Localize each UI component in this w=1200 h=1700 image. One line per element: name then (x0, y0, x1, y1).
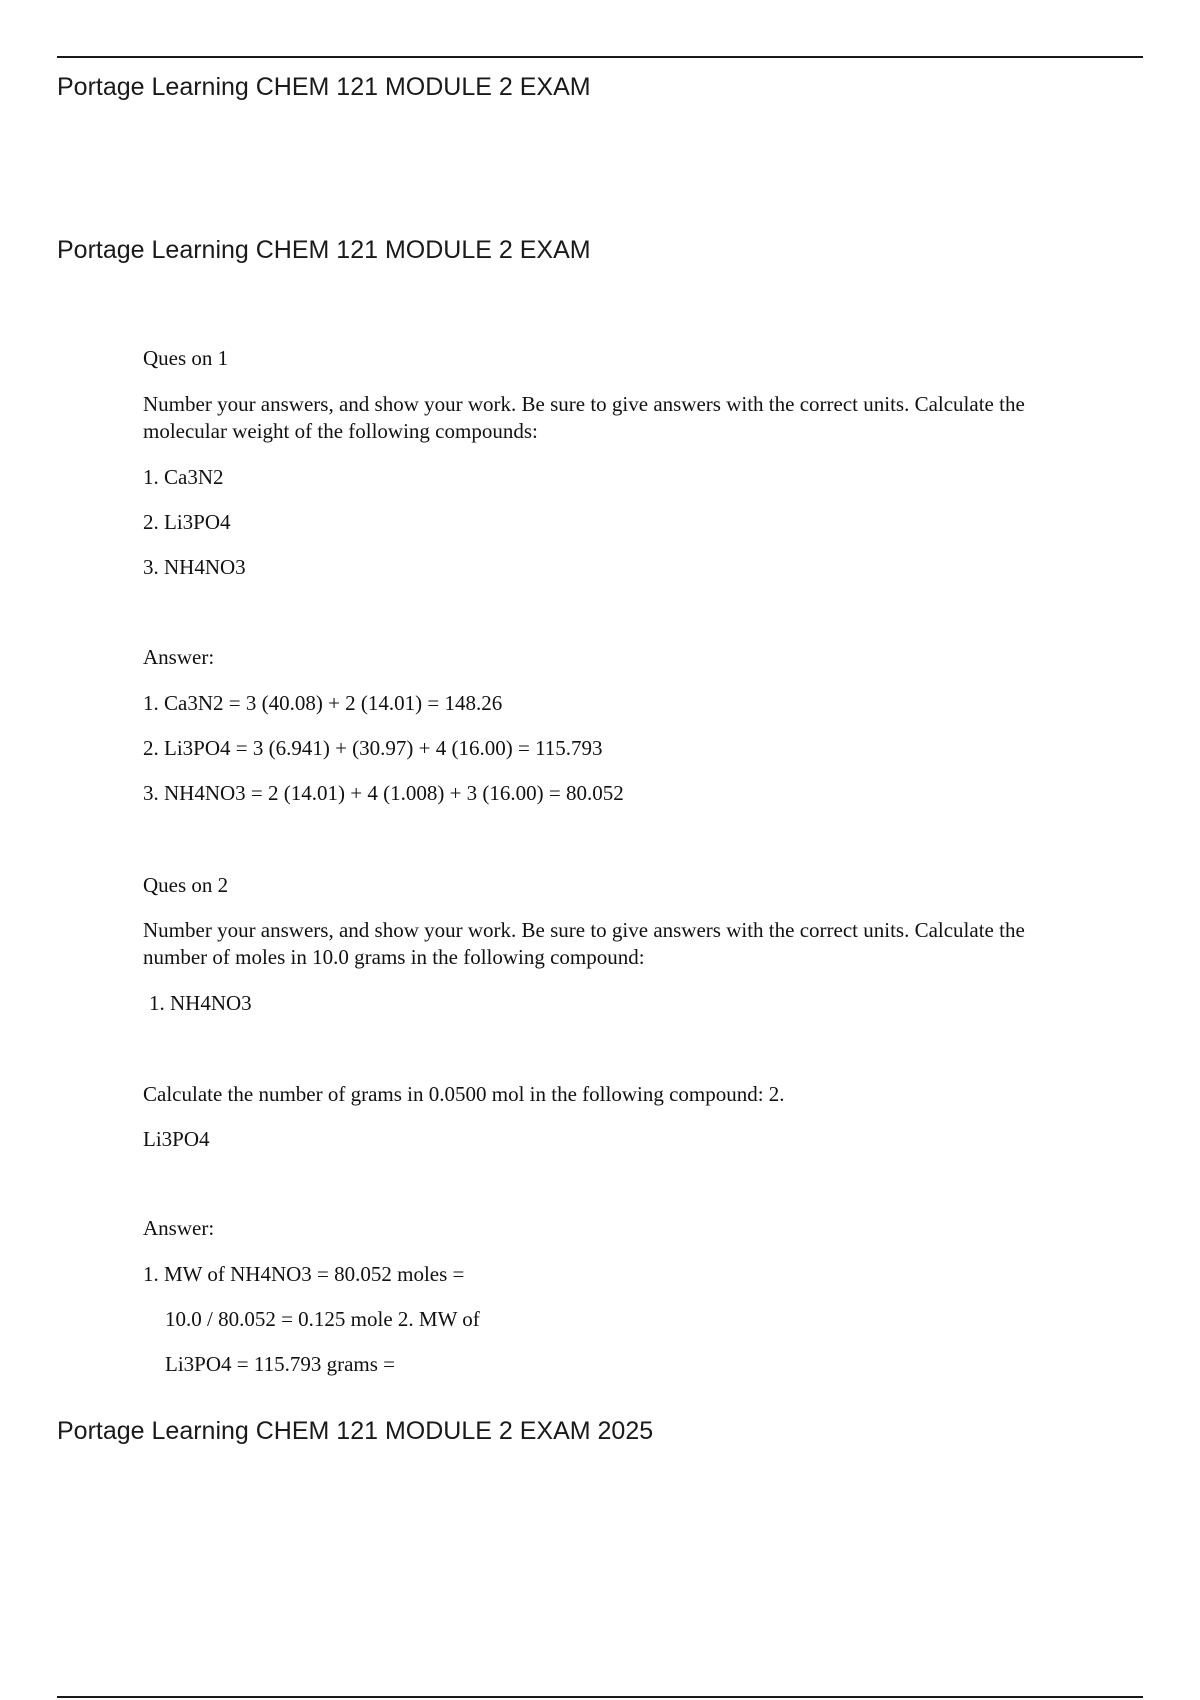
question-1-answer-3: 3. NH4NO3 = 2 (14.01) + 4 (1.008) + 3 (16.00) = 80.052 (143, 781, 624, 805)
question-2-answer-label: Answer: (143, 1216, 215, 1240)
question-1-item-3: 3. NH4NO3 (143, 555, 246, 579)
question-1-prompt: Number your answers, and show your work. Be sure to give answers with the correct units. Calculate the molecular weight of the following compounds: (143, 392, 1025, 443)
top-divider (57, 56, 1143, 58)
question-1-item-2: 2. Li3PO4 (143, 510, 231, 534)
question-2-prompt-2: Calculate the number of grams in 0.0500 mol in the following compound: 2. (143, 1082, 785, 1106)
question-2-item-1: 1. NH4NO3 (149, 991, 252, 1015)
page-header-title: Portage Learning CHEM 121 MODULE 2 EXAM (57, 73, 591, 101)
question-1-answer-label: Answer: (143, 645, 215, 669)
question-2-item-2: Li3PO4 (143, 1127, 210, 1151)
question-2-answer-2: 10.0 / 80.052 = 0.125 mole 2. MW of (165, 1307, 480, 1331)
question-1-answer-2: 2. Li3PO4 = 3 (6.941) + (30.97) + 4 (16.00) = 115.793 (143, 736, 603, 760)
question-2-answer-3: Li3PO4 = 115.793 grams = (165, 1352, 395, 1376)
question-2-label: Ques on 2 (143, 873, 229, 897)
question-2-answer-1: 1. MW of NH4NO3 = 80.052 moles = (143, 1262, 465, 1286)
question-1-item-1: 1. Ca3N2 (143, 465, 224, 489)
document-title: Portage Learning CHEM 121 MODULE 2 EXAM (57, 236, 591, 264)
footer-title: Portage Learning CHEM 121 MODULE 2 EXAM 2025 (57, 1417, 654, 1445)
question-2-prompt: Number your answers, and show your work. Be sure to give answers with the correct units. Calculate the number of moles in 10.0 grams in the following compound: (143, 918, 1025, 969)
bottom-divider (57, 1696, 1143, 1698)
question-1-label: Ques on 1 (143, 346, 229, 370)
question-1-answer-1: 1. Ca3N2 = 3 (40.08) + 2 (14.01) = 148.26 (143, 691, 503, 715)
